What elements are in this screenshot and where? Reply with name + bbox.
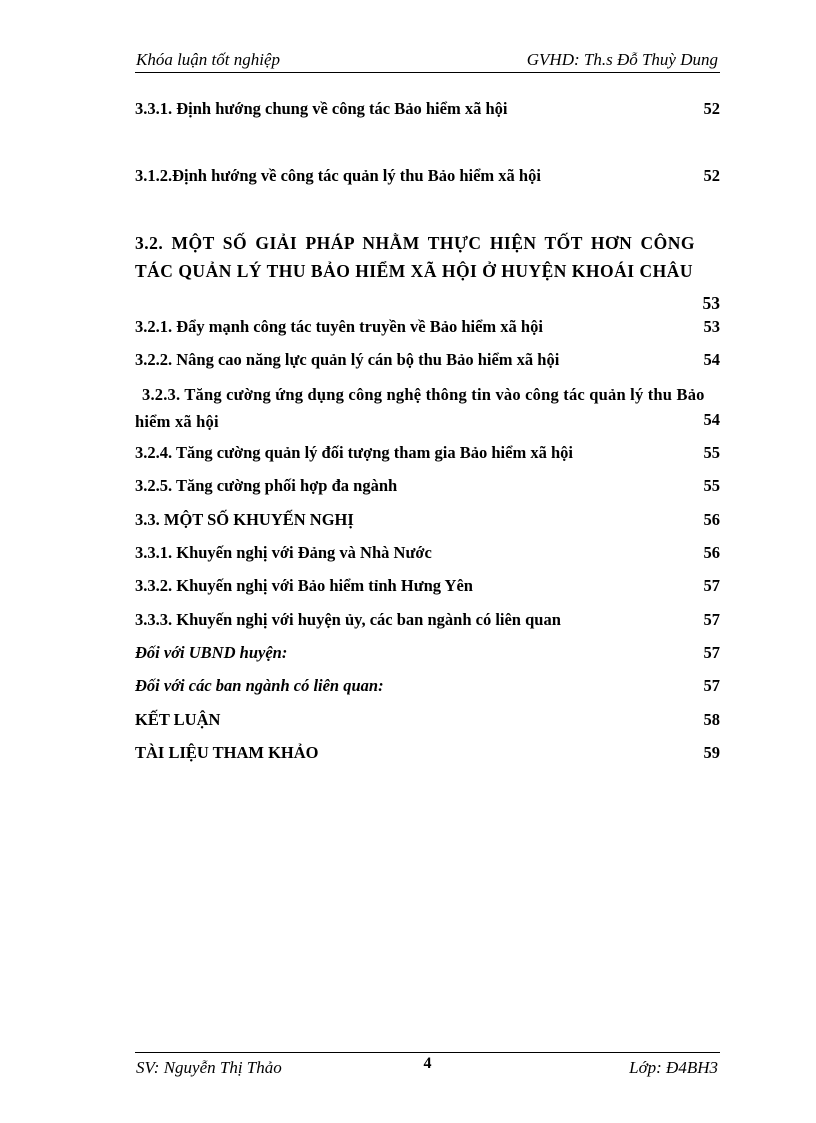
toc-entry-section[interactable] (135, 229, 720, 313)
toc-entry-title: 3.3.3. Khuyến nghị với huyện ủy, các ban ngành có liên quan (135, 610, 561, 629)
toc-entry-title: KẾT LUẬN (135, 710, 221, 729)
toc-entry-title: 3.3.2. Khuyến nghị với Bảo hiểm tỉnh Hưng Yên (135, 576, 473, 595)
toc-entry-page: 52 (703, 99, 720, 118)
toc-entry-title: 3.3.1. Định hướng chung về công tác Bảo hiểm xã hội (135, 99, 508, 118)
toc-entry-title: 3.2.4. Tăng cường quản lý đối tượng tham gia Bảo hiểm xã hội (135, 443, 573, 462)
toc-entry-page: 56 (703, 543, 720, 562)
footer-student-name: SV: Nguyễn Thị Thảo (136, 1058, 282, 1077)
toc-entry-title: TÀI LIỆU THAM KHẢO (135, 743, 319, 762)
toc-entry-page: 56 (703, 510, 720, 529)
toc-entry-page: 57 (703, 676, 720, 695)
toc-entry-title: Đối với các ban ngành có liên quan: (135, 676, 384, 695)
footer-page-number: 4 (423, 1055, 432, 1072)
toc-entry-page: 52 (703, 166, 720, 185)
page-footer (135, 1052, 720, 1083)
toc-entry-page: 53 (703, 317, 720, 336)
toc-entry-page: 53 (702, 293, 720, 313)
toc-entry-page: 58 (703, 710, 720, 729)
toc-entry-page: 59 (703, 743, 720, 762)
toc-entry-page: 55 (703, 476, 720, 495)
toc-entry-title: Đối với UBND huyện: (135, 643, 288, 662)
page-header (135, 48, 720, 73)
toc-entry-page: 57 (703, 610, 720, 629)
header-thesis-label: Khóa luận tốt nghiệp (136, 50, 281, 69)
toc-entry-page: 55 (703, 443, 720, 462)
footer-class-code: Lớp: Đ4BH3 (629, 1058, 718, 1077)
toc-entry-title: 3.2.5. Tăng cường phối hợp đa ngành (135, 476, 398, 495)
toc-entry-title: 3.2. MỘT SỐ GIẢI PHÁP NHẰM THỰC HIỆN TỐT HƠN CÔNG TÁC QUẢN LÝ THU BẢO HIỂM XÃ HỘI Ở HUYỆN KHOÁI CHÂU (135, 233, 695, 281)
toc-entry-title: 3.2.3. Tăng cường ứng dụng công nghệ thông tin vào công tác quản lý thu Bảo hiểm xã hội (135, 385, 705, 431)
toc-entry[interactable] (135, 381, 720, 433)
toc-entry-page: 57 (703, 643, 720, 662)
toc-entry-title: 3.3. MỘT SỐ KHUYẾN NGHỊ (135, 510, 354, 529)
toc-entry-title: 3.2.2. Nâng cao năng lực quản lý cán bộ thu Bảo hiểm xã hội (135, 350, 560, 369)
toc-entry-title: 3.2.1. Đẩy mạnh công tác tuyên truyền về Bảo hiểm xã hội (135, 317, 543, 336)
toc-entry-page: 54 (703, 350, 720, 369)
toc-entry-title: 3.1.2.Định hướng về công tác quản lý thu Bảo hiểm xã hội (135, 166, 541, 185)
toc-entry-page: 54 (703, 410, 720, 429)
header-supervisor: GVHD: Th.s Đỗ Thuỳ Dung (526, 50, 718, 69)
toc-entry-page: 57 (703, 576, 720, 595)
toc-entry-title: 3.3.1. Khuyến nghị với Đảng và Nhà Nước (135, 543, 432, 562)
